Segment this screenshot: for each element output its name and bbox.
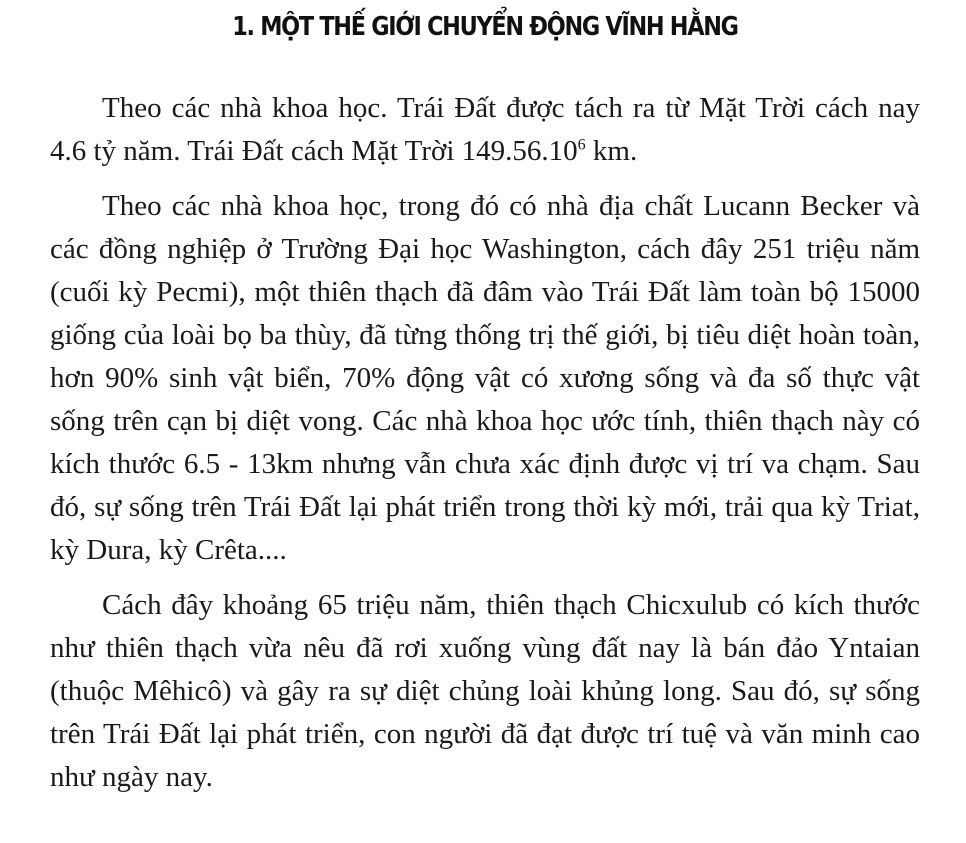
section-heading: 1. MỘT THẾ GIỚI CHUYỂN ĐỘNG VĨNH HẰNG (232, 12, 738, 42)
paragraph-1-text: Theo các nhà khoa học. Trái Đất được tách ra từ Mặt Trời cách nay 4.6 tỷ năm. Trái Đất cách Mặt Trời 149.56.10 (50, 92, 920, 167)
exponent: 6 (577, 136, 586, 154)
body-text (50, 87, 920, 799)
paragraph-1-unit: km. (585, 135, 638, 167)
paragraph-2: Theo các nhà khoa học, trong đó có nhà địa chất Lucann Becker và các đồng nghiệp ở Trường Đại học Washington, cách đây 251 triệu năm (cuối kỳ Pecmi), một thiên thạch đã đâm vào Trái Đất làm toàn bộ 15000 giống của loài bọ ba thùy, đã từng thống trị thế giới, bị tiêu diệt hoàn toàn, hơn 90% sinh vật biển, 70% động vật có xương sống và đa số thực vật sống trên cạn bị diệt vong. Các nhà khoa học ước tính, thiên thạch này có kích thước 6.5 - 13km nhưng vẫn chưa xác định được vị trí va chạm. Sau đó, sự sống trên Trái Đất lại phát triển trong thời kỳ mới, trải qua kỳ Triat, kỳ Dura, kỳ Crêta.... (50, 190, 920, 566)
paragraph-1 (50, 87, 920, 173)
paragraph-3: Cách đây khoảng 65 triệu năm, thiên thạch Chicxulub có kích thước như thiên thạch vừa nêu đã rơi xuống vùng đất nay là bán đảo Yntaian (thuộc Mêhicô) và gây ra sự diệt chủng loài khủng long. Sau đó, sự sống trên Trái Đất lại phát triển, con người đã đạt được trí tuệ và văn minh cao như ngày nay. (50, 589, 920, 793)
